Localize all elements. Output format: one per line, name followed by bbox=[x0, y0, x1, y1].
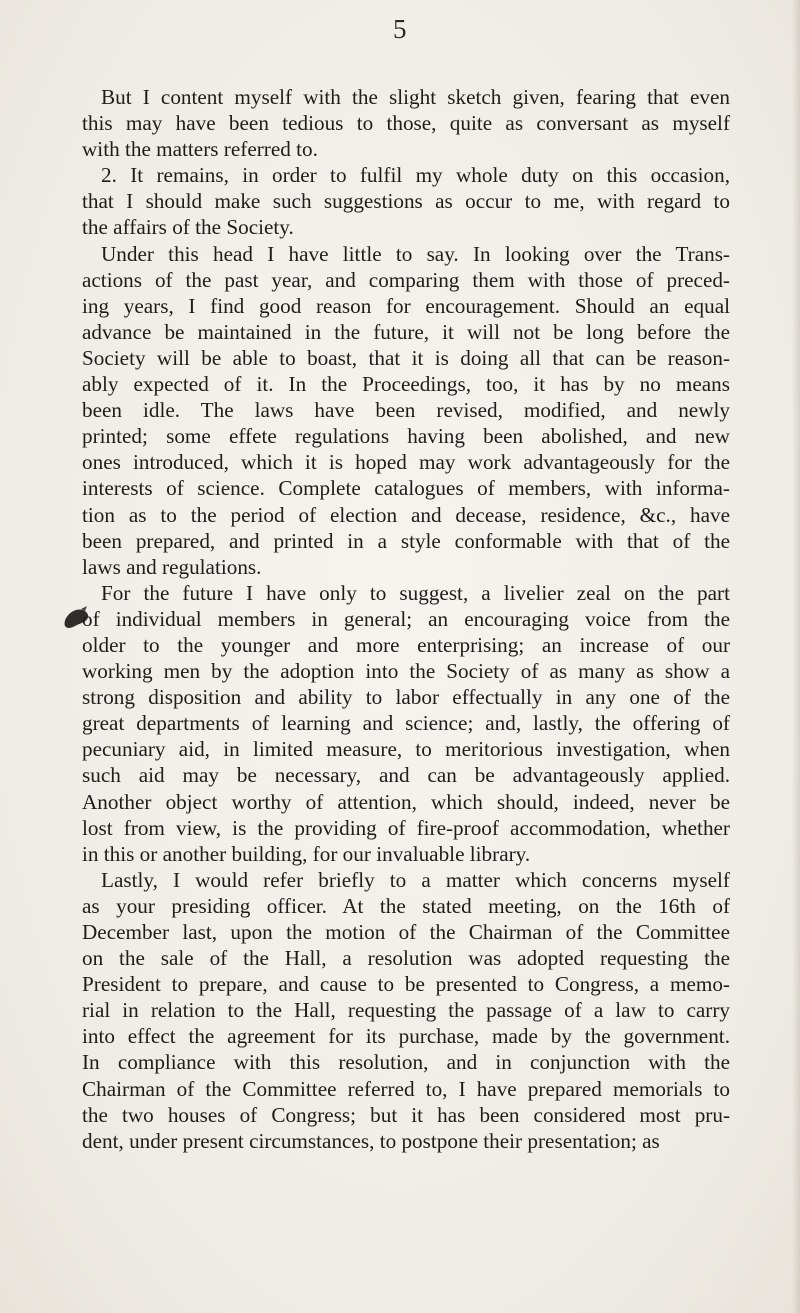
text-line: For the future I have only to suggest, a livelier zeal on the part bbox=[101, 580, 730, 605]
text-line: this may have been tedious to those, quite as conversant as myself bbox=[82, 111, 730, 136]
text-line: been prepared, and printed in a style conformable with that of the bbox=[82, 528, 730, 553]
text-line: laws and regulations. bbox=[82, 554, 262, 579]
paragraph bbox=[82, 241, 730, 580]
paragraph bbox=[82, 84, 730, 162]
text-line: interests of science. Complete catalogues of members, with informa- bbox=[82, 476, 730, 501]
text-line: Lastly, I would refer briefly to a matter which concerns myself bbox=[101, 867, 730, 892]
text-line: the two houses of Congress; but it has been considered most pru- bbox=[82, 1102, 730, 1127]
page-edge-shadow bbox=[792, 0, 800, 1313]
text-line: in this or another building, for our invaluable library. bbox=[82, 841, 531, 866]
text-line: Society will be able to boast, that it is doing all that can be reason- bbox=[82, 345, 730, 370]
text-line: Chairman of the Committee referred to, I have prepared memorials to bbox=[82, 1076, 730, 1101]
text-line: December last, upon the motion of the Chairman of the Committee bbox=[82, 920, 730, 944]
text-line: working men by the adoption into the Society of as many as show a bbox=[82, 659, 730, 684]
paragraph bbox=[82, 867, 730, 1154]
page-number: 5 bbox=[393, 14, 407, 44]
text-line: But I content myself with the slight sketch given, fearing that even bbox=[101, 85, 730, 109]
text-line: as your presiding officer. At the stated meeting, on the 16th of bbox=[82, 893, 730, 918]
text-line: rial in relation to the Hall, requesting the passage of a law to carry bbox=[82, 998, 730, 1023]
text-line: strong disposition and ability to labor effectually in any one of the bbox=[82, 685, 730, 710]
body-text bbox=[82, 84, 730, 1154]
text-line: actions of the past year, and comparing them with those of preced- bbox=[82, 267, 730, 292]
text-line: tion as to the period of election and decease, residence, &c., have bbox=[82, 502, 730, 527]
text-line: older to the younger and more enterprising; an increase of our bbox=[82, 632, 730, 657]
text-line: printed; some effete regulations having been abolished, and new bbox=[82, 424, 730, 449]
text-line: advance be maintained in the future, it will not be long before the bbox=[82, 319, 730, 344]
text-line: pecuniary aid, in limited measure, to meritorious investigation, when bbox=[82, 737, 730, 762]
text-line: ing years, I find good reason for encouragement. Should an equal bbox=[82, 293, 730, 318]
paragraph bbox=[82, 580, 730, 867]
text-line: such aid may be necessary, and can be advantageously applied. bbox=[82, 763, 730, 788]
paragraph bbox=[82, 162, 730, 240]
text-line: great departments of learning and science; and, lastly, the offering of bbox=[82, 711, 730, 736]
text-line: Under this head I have little to say. In looking over the Trans- bbox=[101, 241, 730, 266]
text-line: dent, under present circumstances, to postpone their presentation; as bbox=[82, 1128, 660, 1153]
text-line: with the matters referred to. bbox=[82, 137, 318, 162]
text-line: ably expected of it. In the Proceedings, too, it has by no means bbox=[82, 372, 730, 397]
text-line: been idle. The laws have been revised, modified, and newly bbox=[82, 398, 730, 423]
text-line: of individual members in general; an encouraging voice from the bbox=[82, 606, 730, 631]
text-line: into effect the agreement for its purchase, made by the government. bbox=[82, 1024, 730, 1049]
text-line: that I should make such suggestions as occur to me, with regard to bbox=[82, 189, 730, 214]
text-line: on the sale of the Hall, a resolution was adopted requesting the bbox=[82, 946, 730, 971]
text-line: the affairs of the Society. bbox=[82, 215, 294, 240]
text-line: President to prepare, and cause to be presented to Congress, a memo- bbox=[82, 972, 730, 997]
text-line: 2. It remains, in order to fulfil my whole duty on this occasion, bbox=[101, 163, 730, 188]
text-line: Another object worthy of attention, which should, indeed, never be bbox=[82, 789, 730, 814]
text-line: ones introduced, which it is hoped may work advantageously for the bbox=[82, 450, 730, 475]
text-line: In compliance with this resolution, and in conjunction with the bbox=[82, 1050, 730, 1075]
text-line: lost from view, is the providing of fire-proof accommodation, whether bbox=[82, 815, 730, 840]
